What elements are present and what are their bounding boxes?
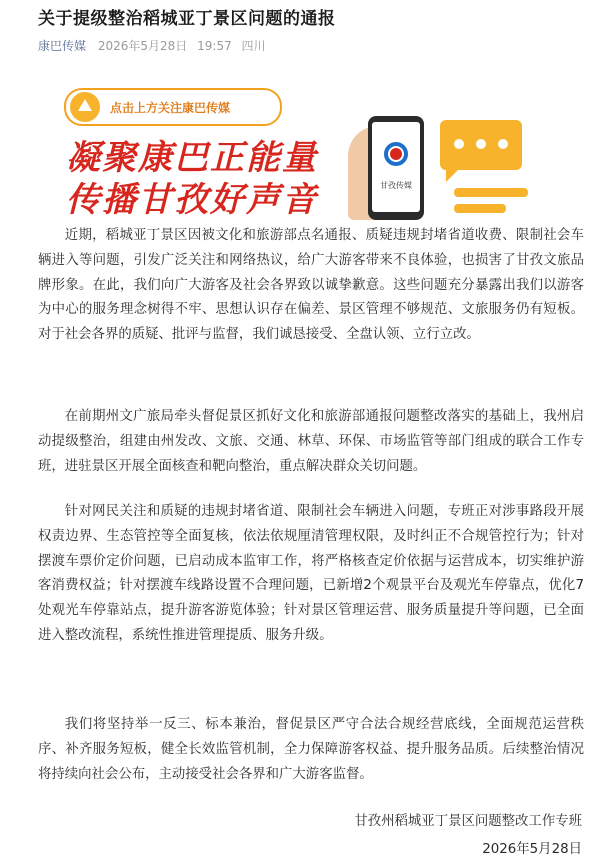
decor-bar (454, 188, 528, 197)
publish-date: 2026年5月28日 (97, 39, 188, 53)
publish-location: 四川 (241, 39, 266, 53)
banner-image[interactable] (62, 80, 536, 220)
paragraph: 近期，稻城亚丁景区因被文化和旅游部点名通报、质疑违规封堵省道收费、限制社会车辆进入等问题，引发广泛关注和网络热议，给广大游客带来不良体验，也损害了甘孜文旅品牌形象。在此，我们向广大游客及社会各界致以诚挚歉意。这些问题充分暴露出我们以游客为中心的服务理念树得不牢、思想认识存在偏差、景区管理不够规范、文旅服务仍有短板。对于社会各界的质疑、批评与监督，我们诚恳接受、全盘认领、立行立改。 (38, 228, 584, 343)
chat-bubble-icon (440, 120, 522, 170)
source-link[interactable]: 康巴传媒 (38, 39, 87, 53)
slogan-line-2: 传播甘孜好声音 (66, 180, 318, 220)
article-meta (38, 37, 266, 54)
phone-illustration (368, 116, 424, 220)
up-arrow-icon (70, 92, 100, 122)
signature-org: 甘孜州稻城亚丁景区问题整改工作专班 (354, 814, 582, 829)
decor-bar (454, 204, 506, 213)
follow-prompt (64, 88, 282, 126)
signature-date: 2026年5月28日 (482, 842, 582, 857)
paragraph: 我们将坚持举一反三、标本兼治，督促景区严守合法合规经营底线，全面规范运营秩序、补齐服务短板，健全长效监管机制，全力保障游客权益、提升服务品质。后续整治情况将持续向社会公布，主动接受社会各界和广大游客监督。 (38, 717, 584, 782)
paragraph: 针对网民关注和质疑的违规封堵省道、限制社会车辆进入问题，专班正对涉事路段开展权责边界、生态管控等全面复核，依法依规厘清管理权限，及时纠正不合规管控行为；针对摆渡车票价定价问题，已启动成本监审工作，将严格核查定价依据与运营成本，切实维护游客消费权益；针对摆渡车线路设置不合理问题，已新增2个观景平台及观光车停靠点，优化7处观光车停靠站点，提升游客游览体验；针对景区管理运营、服务质量提升等问题，已全面进入整改流程，系统性推进管理提质、服务升级。 (38, 504, 584, 643)
paragraph: 在前期州文广旅局牵头督促景区抓好文化和旅游部通报问题整改落实的基础上，我州启动提级整治，组建由州发改、文旅、交通、林草、环保、市场监管等部门组成的联合工作专班，进驻景区开展全面核查和靶向整治，重点解决群众关切问题。 (38, 409, 584, 474)
app-name: 甘孜传媒 (380, 181, 412, 190)
follow-text: 点击上方关注康巴传媒 (110, 101, 231, 115)
slogan-line-1: 凝聚康巴正能量 (66, 138, 318, 178)
article-title: 关于提级整治稻城亚丁景区问题的通报 (38, 9, 336, 29)
publish-time: 19:57 (197, 39, 232, 53)
